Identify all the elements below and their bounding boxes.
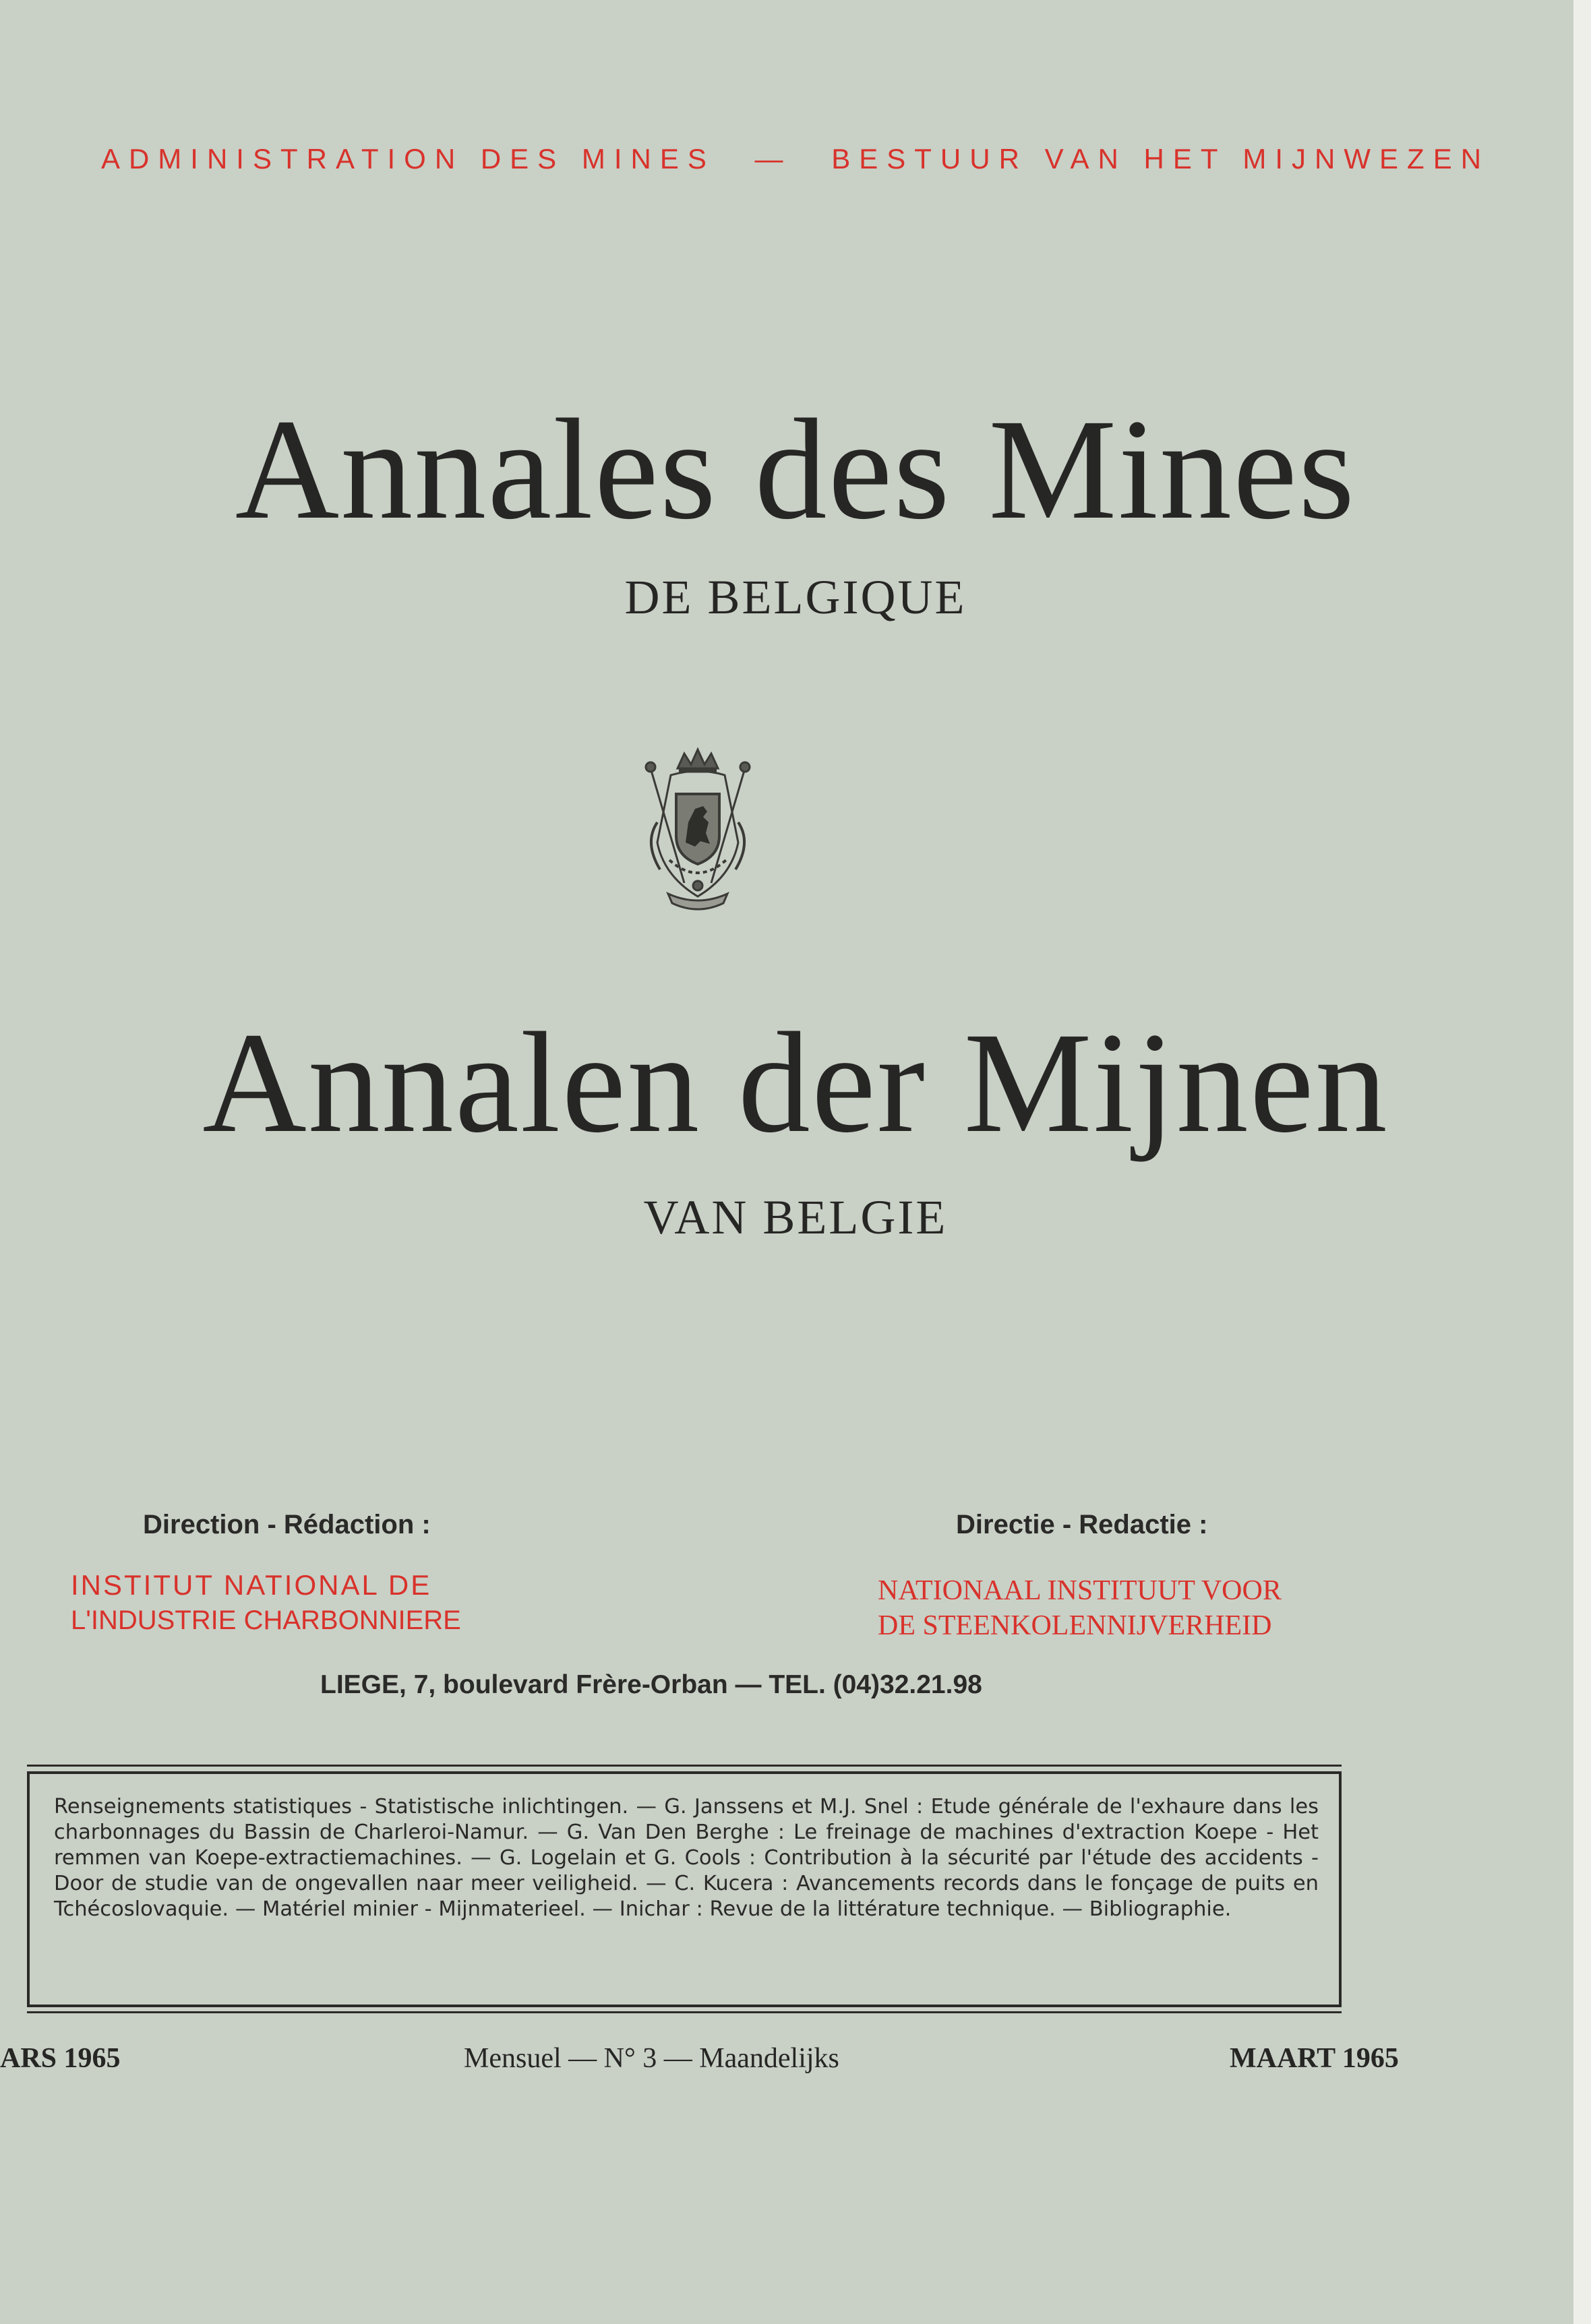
- dutch-direction-label: Directie - Redactie :: [956, 1510, 1208, 1539]
- contents-bottom-rule: [27, 2011, 1342, 2013]
- banner-separator: —: [754, 143, 792, 175]
- dutch-subtitle: VAN BELGIE: [643, 1190, 948, 1244]
- french-title: Annales des Mines: [235, 390, 1356, 549]
- french-direction-label: Direction - Rédaction :: [143, 1510, 431, 1539]
- belgian-coat-of-arms-icon: [630, 741, 765, 917]
- dutch-institute-line-2: DE STEENKOLENNIJVERHEID: [878, 1610, 1272, 1641]
- dutch-institute-line-1: NATIONAAL INSTITUUT VOOR: [878, 1575, 1282, 1606]
- footer-issue: Mensuel — N° 3 — Maandelijks: [464, 2043, 839, 2074]
- french-subtitle: DE BELGIQUE: [624, 570, 967, 624]
- administration-banner: [0, 143, 1591, 175]
- dutch-title: Annalen der Mijnen: [202, 1003, 1389, 1163]
- dutch-institute: [878, 1573, 1282, 1643]
- banner-french: ADMINISTRATION DES MINES: [100, 143, 715, 175]
- contents-text: Renseignements statistiques - Statistische inlichtingen. — G. Janssens et M.J. Snel : Etude générale de l'exhaure dans les charbonnages du Bassin de Charleroi-Namur. — G. Van Den Berghe : Le freinage de machines d'extraction Koepe - Het remmen van Koepe-extractiemachines. — G. Logelain et G. Cools : Contribution à la sécurité par l'étude des accidents - Door de studie van de ongevallen naar meer veiligheid. — C. Kucera : Avancements records dans le fonçage de puits en Tchécoslovaquie. — Matériel minier - Mijnmaterieel. — Inichar : Revue de la littérature technique. — Bibliographie.: [54, 1795, 1319, 1921]
- contents-top-rule: [27, 1765, 1342, 1767]
- french-institute: [71, 1568, 461, 1638]
- french-institute-line-2: L'INDUSTRIE CHARBONNIERE: [71, 1606, 461, 1635]
- address-line: LIEGE, 7, boulevard Frère-Orban — TEL. (04)32.21.98: [320, 1670, 982, 1699]
- page-edge: [1573, 0, 1591, 2324]
- banner-dutch: BESTUUR VAN HET MIJNWEZEN: [831, 143, 1491, 175]
- french-institute-line-1: INSTITUT NATIONAL DE: [71, 1569, 432, 1601]
- footer-date-dutch: MAART 1965: [1230, 2043, 1399, 2074]
- footer-date-french: ARS 1965: [0, 2043, 121, 2074]
